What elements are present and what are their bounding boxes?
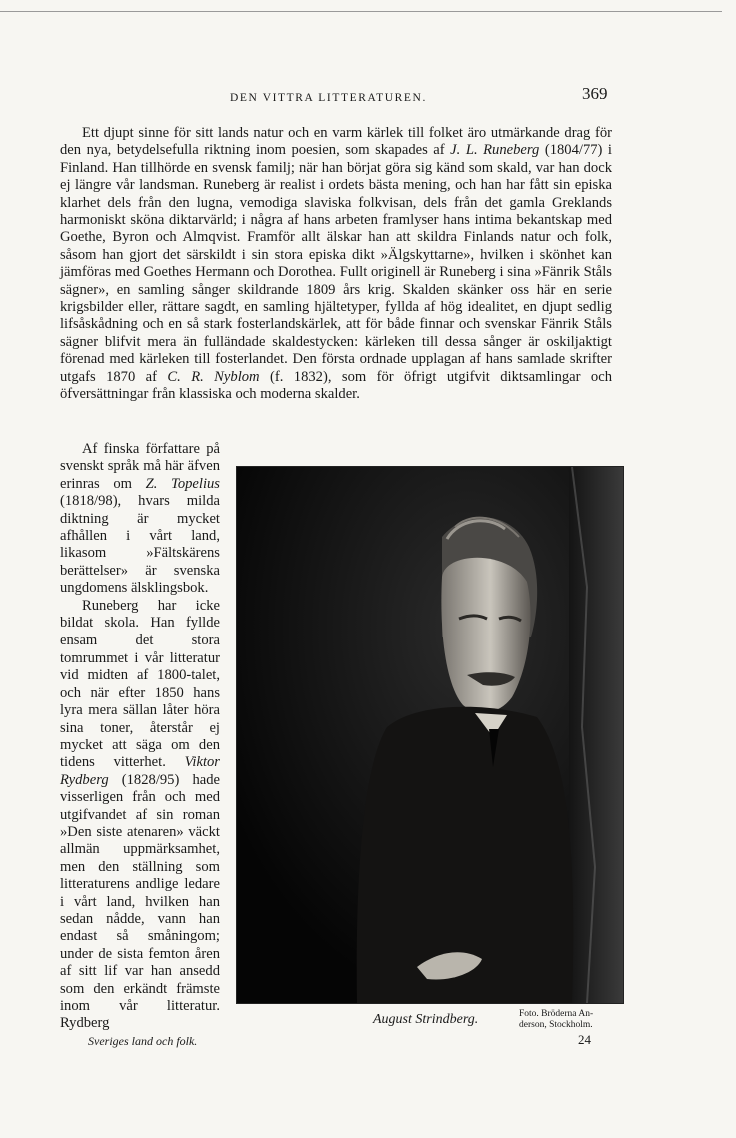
person-name-rydberg: Viktor Rydberg	[60, 754, 220, 788]
photo-credit-line: Foto. Bröderna An-	[519, 1009, 594, 1019]
paragraph-text: (f. 1832), som för öfrigt utgifvit diktsamlingar och öfversättningar från klassiska och moderna skalder.	[60, 368, 612, 403]
person-name-topelius: Z. Topelius	[145, 475, 220, 492]
photo-credit	[519, 1009, 629, 1031]
page-number: 369	[582, 84, 608, 103]
portrait-illustration	[237, 467, 623, 1003]
paragraph-text: (1828/95) hade visserligen från och med utgifvandet af sin roman »Den siste atenaren» väckt allmän uppmärksamhet, men den ställning som litteraturens andlige ledare i vårt land, hvilken han sedan nådde, vann han endast så småningom; under de sista femton åren af sitt lif var han ansedd som den erkändt främste inom vår litteratur. Rydberg	[60, 771, 220, 1032]
paragraph-topelius	[60, 441, 220, 598]
photo-caption: August Strindberg.	[373, 1012, 479, 1027]
book-title-footer: Sveriges land och folk.	[88, 1034, 198, 1048]
photo-credit-line: derson, Stockholm.	[519, 1020, 593, 1030]
paragraph-runeberg	[60, 125, 612, 404]
running-head: DEN VITTRA LITTERATUREN.	[230, 92, 427, 104]
portrait-photo	[236, 466, 624, 1004]
paragraph-text: (1818/98), hvars milda diktning är mycket afhållen i vårt land, likasom »Fältskärens berättelser» är svenska ungdomens älsklingsbok.	[60, 493, 220, 597]
side-column-text	[60, 441, 220, 1033]
paragraph-text: Runeberg har icke bildat skola. Han fyllde ensam det stora tomrummet i vår litteratur vid midten af 1800-talet, och när efter 1850 hans lyra mera sällan låter höra sina toner, återstår ej mycket att säga om den tidens vitterhet.	[60, 597, 220, 771]
paragraph-text: Ett djupt sinne för sitt lands natur och en varm kärlek till folket äro utmärkande drag för den nya, betydelsefulla riktning inom poesien, som skapades af	[60, 125, 612, 159]
signature-mark: 24	[578, 1032, 591, 1047]
intro-text	[60, 125, 612, 404]
paragraph-text: (1804/77) i Finland. Han tillhörde en svensk familj; när han börjat göra sig känd som skald, var han dock ej längre vår landsman. Runeberg är realist i ordets bästa mening, och han har fått sin episka klarhet dels från den lugna, vemodiga slaviska folkvisan, dels från det gamla Greklands harmoniskt sköna diktarvärld; i några af hans arbeten framlyser hans intima bekantskap med Goethe, Byron och Almqvist. Framför allt älskar han att skildra Finlands natur och folk, såsom han gjort det särskildt i sin stora episka dikt »Älgskyttarne», hvilken i skönhet kan jämföras med Goethes Hermann och Dorothea. Fullt originell är Runeberg i sina »Fänrik Ståls sägner», en samling sånger skildrande 1809 års krig. Skalden skänker oss här en serie krigsbilder eller, rättare sagdt, en samling hjältetyper, fyllda af hög idealitet, en djupt sedlig lifsåskådning och en så stark fosterlandskärlek, att för både finnar och svenskar Fänrik Ståls sägner blifvit mera än fulländade skaldestycken: kärleken till dessa sånger är oskiljaktigt förenad med kärleken till fosterlandet. Den första ordnade upplagan af hans samlade skrifter utgafs 1870 af	[60, 142, 612, 385]
person-name-nyblom: C. R. Nyblom	[167, 368, 260, 385]
top-rule	[0, 11, 722, 12]
person-name-runeberg: J. L. Runeberg	[450, 142, 540, 159]
paragraph-rydberg	[60, 598, 220, 1033]
paragraph-text: Af finska författare på svenskt språk må här äfven erinras om	[60, 441, 220, 492]
